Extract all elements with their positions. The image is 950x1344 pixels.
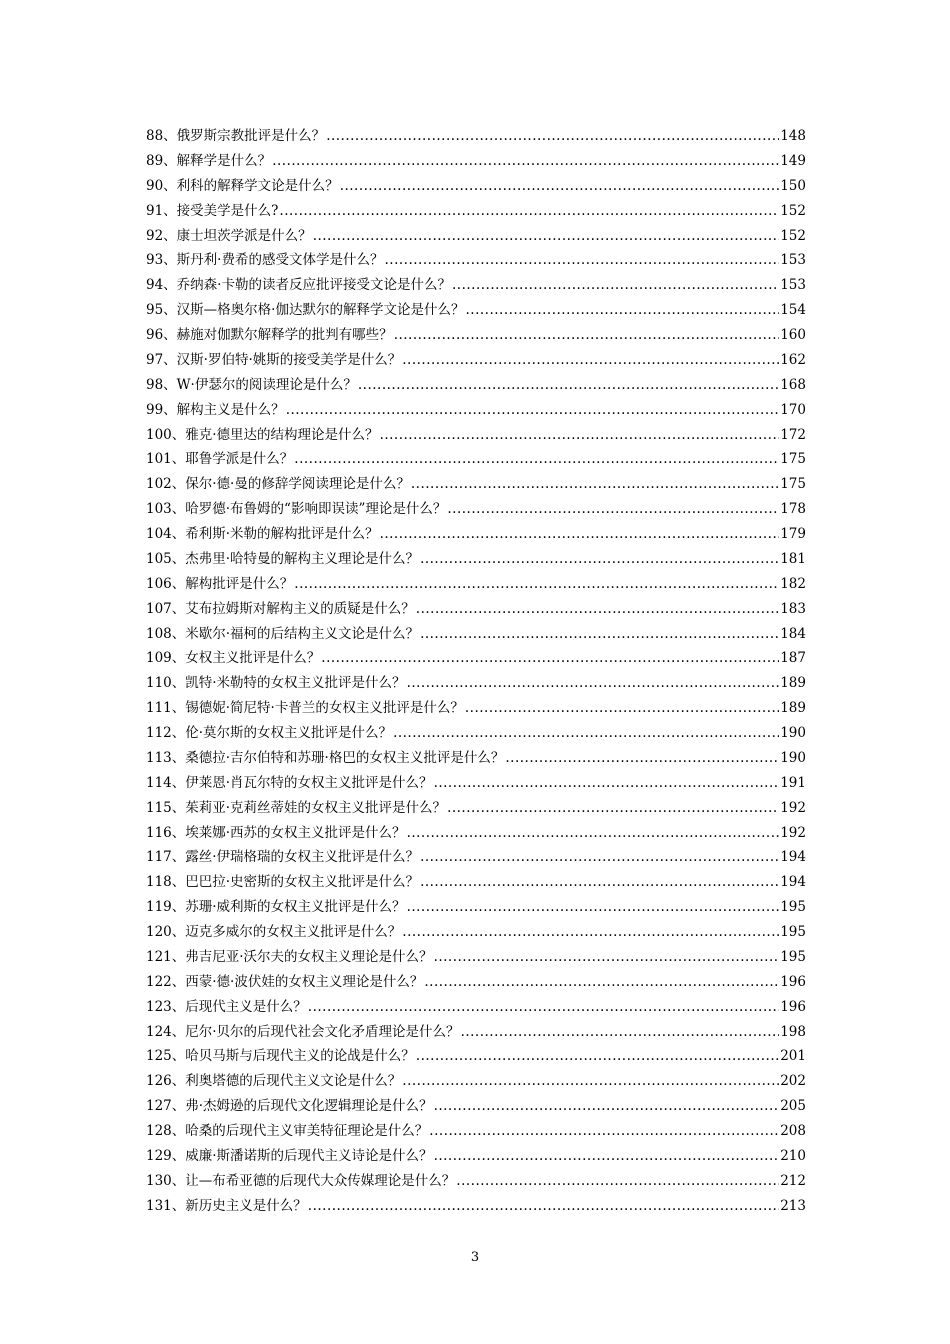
toc-dot-leader	[393, 721, 779, 746]
toc-dot-leader	[313, 224, 780, 249]
toc-dot-leader	[294, 572, 779, 597]
toc-dot-leader	[424, 970, 779, 995]
toc-entry-title: 129、威廉·斯潘诺斯的后现代主义诗论是什么？	[146, 1147, 433, 1164]
toc-entry-page: 175	[780, 476, 806, 493]
toc-entry-title: 123、后现代主义是什么？	[146, 998, 307, 1015]
toc-entry[interactable]	[146, 1169, 806, 1194]
toc-entry-page: 191	[780, 774, 806, 791]
toc-entry-title: 98、W·伊瑟尔的阅读理论是什么？	[146, 376, 357, 393]
toc-entry-page: 189	[780, 700, 806, 717]
toc-entry[interactable]	[146, 423, 806, 448]
toc-dot-leader	[308, 995, 779, 1020]
toc-entry-page: 182	[780, 575, 806, 592]
toc-entry-page: 196	[780, 998, 806, 1015]
toc-dot-leader	[452, 273, 779, 298]
toc-entry-title: 116、埃莱娜·西苏的女权主义批评是什么？	[146, 824, 406, 841]
toc-dot-leader	[326, 124, 779, 149]
toc-entry[interactable]	[146, 895, 806, 920]
toc-entry-title: 110、凯特·米勒特的女权主义批评是什么？	[146, 675, 406, 692]
toc-dot-leader	[358, 373, 779, 398]
toc-dot-leader	[434, 1144, 780, 1169]
toc-dot-leader	[420, 870, 779, 895]
toc-dot-leader	[456, 1169, 779, 1194]
toc-entry-title: 125、哈贝马斯与后现代主义的论战是什么？	[146, 1048, 415, 1065]
toc-entry-title: 96、赫施对伽默尔解释学的批判有哪些？	[146, 327, 393, 343]
toc-entry-page: 205	[780, 1098, 806, 1115]
toc-entry[interactable]	[146, 970, 806, 995]
toc-entry-title: 127、弗·杰姆逊的后现代文化逻辑理论是什么？	[146, 1098, 433, 1115]
toc-entry-title: 92、康士坦茨学派是什么？	[146, 227, 312, 244]
toc-dot-leader	[411, 472, 779, 497]
toc-entry[interactable]	[146, 398, 806, 423]
table-of-contents	[146, 124, 806, 1219]
toc-dot-leader	[416, 1044, 779, 1069]
toc-entry-title: 128、哈桑的后现代主义审美特征理论是什么？	[146, 1123, 429, 1139]
toc-entry[interactable]	[146, 224, 806, 249]
toc-entry-title: 89、解释学是什么？	[146, 152, 272, 169]
toc-dot-leader	[420, 622, 779, 647]
toc-entry-page: 170	[780, 401, 806, 418]
toc-entry[interactable]	[146, 1069, 806, 1094]
toc-dot-leader	[434, 771, 780, 796]
toc-entry[interactable]	[146, 472, 806, 497]
toc-entry[interactable]	[146, 671, 806, 696]
toc-entry[interactable]	[146, 796, 806, 821]
toc-entry[interactable]	[146, 174, 806, 199]
toc-entry-page: 181	[780, 550, 806, 567]
toc-entry-page: 210	[780, 1147, 806, 1164]
toc-entry-page: 201	[780, 1048, 806, 1065]
toc-dot-leader	[429, 1119, 779, 1144]
toc-dot-leader	[321, 646, 779, 671]
toc-entry-title: 102、保尔·德·曼的修辞学阅读理论是什么？	[146, 476, 410, 493]
toc-entry[interactable]	[146, 547, 806, 572]
toc-entry-page: 168	[780, 376, 806, 393]
toc-entry-page: 162	[780, 351, 806, 368]
toc-dot-leader	[407, 821, 780, 846]
toc-dot-leader	[416, 597, 779, 622]
toc-entry-title: 106、解构批评是什么？	[146, 575, 294, 592]
toc-entry-page: 198	[780, 1023, 806, 1040]
toc-entry[interactable]	[146, 845, 806, 870]
toc-entry-page: 160	[780, 327, 806, 343]
toc-dot-leader	[505, 746, 779, 771]
toc-entry[interactable]	[146, 273, 806, 298]
toc-entry-title: 88、俄罗斯宗教批评是什么？	[146, 128, 326, 144]
toc-dot-leader	[286, 398, 780, 423]
toc-entry-title: 95、汉斯—格奥尔格·伽达默尔的解释学文论是什么？	[146, 302, 465, 319]
toc-entry[interactable]	[146, 199, 806, 224]
toc-entry-title: 93、斯丹利·费希的感受文体学是什么？	[146, 252, 384, 269]
toc-dot-leader	[308, 1194, 779, 1219]
toc-dot-leader	[402, 348, 779, 373]
toc-entry[interactable]	[146, 995, 806, 1020]
toc-entry-page: 194	[780, 849, 806, 866]
toc-entry-title: 118、巴巴拉·史密斯的女权主义批评是什么？	[146, 874, 420, 891]
toc-entry[interactable]	[146, 646, 806, 671]
toc-dot-leader	[447, 497, 779, 522]
toc-dot-leader	[279, 199, 779, 224]
toc-entry[interactable]	[146, 920, 806, 945]
toc-dot-leader	[461, 1020, 780, 1045]
toc-entry[interactable]	[146, 945, 806, 970]
toc-entry-title: 126、利奥塔德的后现代主义文论是什么？	[146, 1073, 402, 1090]
toc-entry-page: 194	[780, 874, 806, 891]
toc-entry[interactable]	[146, 1119, 806, 1144]
toc-entry-title: 91、接受美学是什么?	[146, 202, 279, 219]
toc-entry-page: 153	[780, 252, 806, 269]
toc-entry-page: 152	[780, 202, 806, 219]
toc-entry-title: 117、露丝·伊瑞格瑞的女权主义批评是什么？	[146, 849, 420, 866]
toc-dot-leader	[420, 547, 779, 572]
page-number: 3	[470, 1250, 480, 1265]
toc-entry[interactable]	[146, 1020, 806, 1045]
toc-entry[interactable]	[146, 821, 806, 846]
toc-entry[interactable]	[146, 771, 806, 796]
toc-entry-page: 184	[780, 625, 806, 642]
toc-entry-title: 120、迈克多威尔的女权主义批评是什么？	[146, 924, 402, 940]
toc-entry[interactable]	[146, 1044, 806, 1069]
toc-entry[interactable]	[146, 497, 806, 522]
toc-entry-page: 190	[780, 725, 806, 741]
toc-entry[interactable]	[146, 248, 806, 273]
toc-dot-leader	[407, 671, 780, 696]
toc-dot-leader	[272, 149, 779, 174]
toc-dot-leader	[294, 447, 779, 472]
toc-entry-page: 195	[780, 948, 806, 965]
toc-entry-title: 105、杰弗里·哈特曼的解构主义理论是什么？	[146, 550, 420, 567]
toc-entry-page: 152	[780, 227, 806, 244]
toc-entry-title: 115、茱莉亚·克莉丝蒂娃的女权主义批评是什么？	[146, 799, 447, 816]
toc-entry-page: 208	[780, 1123, 806, 1139]
toc-entry[interactable]	[146, 622, 806, 647]
toc-entry-page: 196	[780, 973, 806, 990]
toc-entry-page: 195	[780, 899, 806, 916]
toc-dot-leader	[420, 845, 779, 870]
toc-entry-title: 90、利科的解释学文论是什么？	[146, 177, 339, 194]
toc-entry[interactable]	[146, 323, 806, 348]
toc-entry-title: 103、哈罗德·布鲁姆的“影响即误读”理论是什么？	[146, 501, 447, 518]
toc-entry-page: 212	[780, 1172, 806, 1189]
toc-entry-page: 153	[780, 277, 806, 294]
toc-entry-title: 100、雅克·德里达的结构理论是什么？	[146, 426, 379, 443]
toc-entry-title: 119、苏珊·威利斯的女权主义批评是什么？	[146, 899, 406, 916]
toc-entry[interactable]	[146, 1194, 806, 1219]
toc-entry-title: 114、伊莱恩·肖瓦尔特的女权主义批评是什么？	[146, 774, 433, 791]
toc-entry[interactable]	[146, 721, 806, 746]
toc-dot-leader	[434, 945, 780, 970]
toc-entry[interactable]	[146, 373, 806, 398]
toc-entry-title: 94、乔纳森·卡勒的读者反应批评接受文论是什么？	[146, 277, 451, 294]
toc-entry-title: 131、新历史主义是什么？	[146, 1197, 307, 1214]
toc-entry-page: 148	[780, 128, 806, 144]
toc-dot-leader	[402, 920, 779, 945]
toc-entry-page: 195	[780, 924, 806, 940]
toc-dot-leader	[465, 298, 779, 323]
toc-dot-leader	[394, 323, 780, 348]
toc-entry[interactable]	[146, 746, 806, 771]
toc-entry-page: 154	[780, 302, 806, 319]
toc-entry-title: 97、汉斯·罗伯特·姚斯的接受美学是什么？	[146, 351, 402, 368]
toc-entry-page: 202	[780, 1073, 806, 1090]
toc-entry[interactable]	[146, 447, 806, 472]
toc-entry-title: 109、女权主义批评是什么？	[146, 650, 321, 667]
toc-entry[interactable]	[146, 696, 806, 721]
toc-entry-page: 189	[780, 675, 806, 692]
toc-entry[interactable]	[146, 298, 806, 323]
toc-entry[interactable]	[146, 870, 806, 895]
toc-dot-leader	[380, 423, 780, 448]
toc-dot-leader	[402, 1069, 779, 1094]
toc-entry-page: 175	[780, 451, 806, 468]
toc-entry-title: 101、耶鲁学派是什么？	[146, 451, 294, 468]
toc-dot-leader	[465, 696, 779, 721]
toc-entry-title: 113、桑德拉·吉尔伯特和苏珊·格巴的女权主义批评是什么？	[146, 749, 505, 766]
toc-dot-leader	[384, 248, 779, 273]
toc-entry-title: 124、尼尔·贝尔的后现代社会文化矛盾理论是什么？	[146, 1023, 460, 1040]
toc-entry-page: 179	[780, 526, 806, 542]
toc-entry-page: 183	[780, 600, 806, 617]
toc-entry-title: 99、解构主义是什么？	[146, 401, 285, 418]
toc-dot-leader	[434, 1094, 780, 1119]
toc-entry-title: 122、西蒙·德·波伏娃的女权主义理论是什么？	[146, 973, 424, 990]
toc-entry-title: 104、希利斯·米勒的解构批评是什么？	[146, 526, 379, 542]
toc-dot-leader	[340, 174, 780, 199]
toc-entry-page: 172	[780, 426, 806, 443]
toc-dot-leader	[407, 895, 780, 920]
toc-entry[interactable]	[146, 149, 806, 174]
toc-entry-page: 213	[780, 1197, 806, 1214]
toc-entry-page: 192	[780, 824, 806, 841]
toc-entry[interactable]	[146, 1094, 806, 1119]
toc-entry-page: 178	[780, 501, 806, 518]
toc-entry-title: 108、米歇尔·福柯的后结构主义文论是什么？	[146, 625, 420, 642]
toc-entry[interactable]	[146, 348, 806, 373]
toc-entry-title: 112、伦·莫尔斯的女权主义批评是什么？	[146, 725, 393, 741]
toc-entry-title: 130、让—布希亚德的后现代大众传媒理论是什么？	[146, 1172, 456, 1189]
toc-entry[interactable]	[146, 124, 806, 149]
toc-entry[interactable]	[146, 597, 806, 622]
toc-entry-title: 107、艾布拉姆斯对解构主义的质疑是什么？	[146, 600, 415, 617]
toc-entry[interactable]	[146, 1144, 806, 1169]
toc-dot-leader	[447, 796, 779, 821]
toc-entry-page: 150	[780, 177, 806, 194]
toc-entry[interactable]	[146, 522, 806, 547]
toc-entry-page: 149	[780, 152, 806, 169]
toc-dot-leader	[380, 522, 780, 547]
toc-entry-title: 121、弗吉尼亚·沃尔夫的女权主义理论是什么？	[146, 948, 433, 965]
toc-entry-page: 190	[780, 749, 806, 766]
toc-entry-title: 111、锡德妮·简尼特·卡普兰的女权主义批评是什么？	[146, 700, 464, 717]
toc-entry[interactable]	[146, 572, 806, 597]
toc-entry-page: 192	[780, 799, 806, 816]
toc-entry-page: 187	[780, 650, 806, 667]
